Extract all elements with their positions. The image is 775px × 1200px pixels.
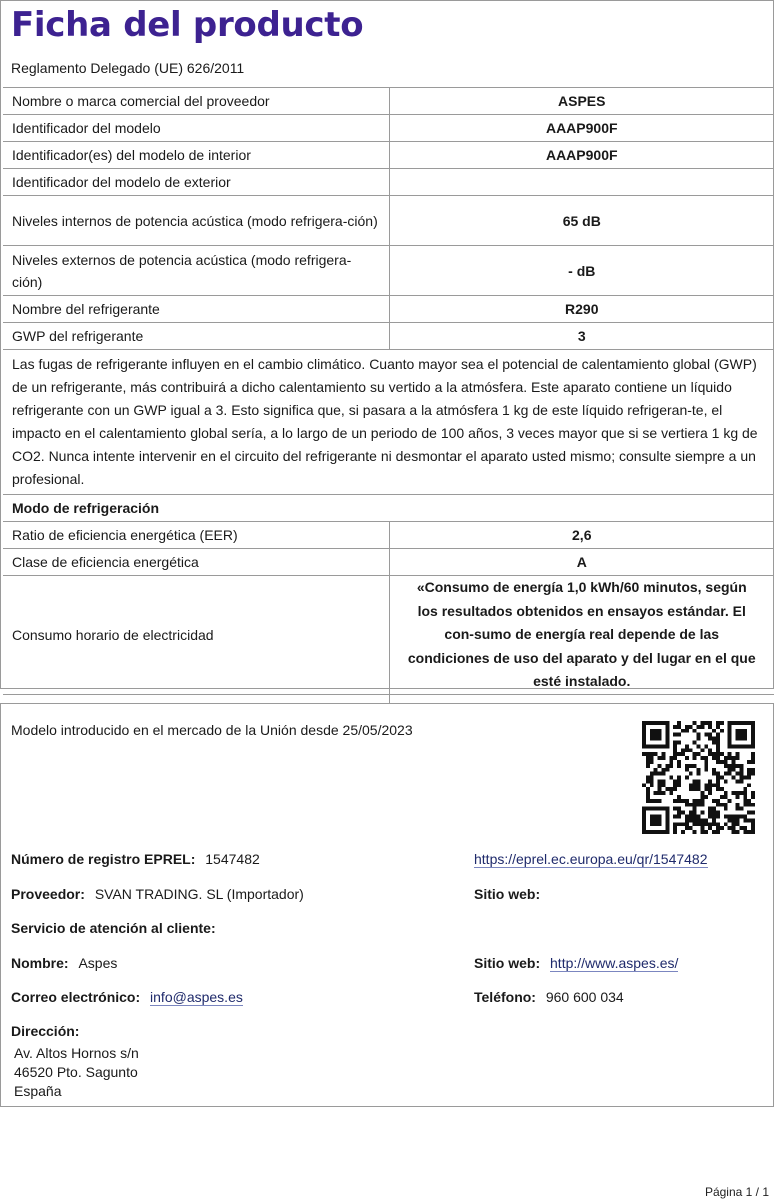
page-title: Ficha del producto bbox=[11, 5, 364, 45]
address-block bbox=[14, 1044, 139, 1101]
phone-label: Teléfono: bbox=[474, 989, 536, 1005]
spec-label: Nombre del refrigerante bbox=[3, 296, 389, 323]
spec-label: Identificador del modelo bbox=[3, 115, 389, 142]
cooling-row-consumption bbox=[3, 576, 774, 695]
page-number: Página 1 / 1 bbox=[704, 1185, 769, 1199]
spec-label: GWP del refrigerante bbox=[3, 323, 389, 350]
spec-label: Clase de eficiencia energética bbox=[3, 549, 389, 576]
spec-label: Niveles externos de potencia acústica (modo refrigera-ción) bbox=[3, 246, 389, 296]
spec-value: A bbox=[389, 549, 774, 576]
email-label: Correo electrónico: bbox=[11, 989, 141, 1005]
spec-row-outdoor-noise bbox=[3, 246, 774, 296]
cooling-row-class bbox=[3, 549, 774, 576]
spec-value: 65 dB bbox=[389, 196, 774, 246]
supplier-website-label: Sitio web: bbox=[474, 886, 541, 902]
address-line: España bbox=[14, 1083, 62, 1099]
spec-value: AAAP900F bbox=[389, 115, 774, 142]
address-line: 46520 Pto. Sagunto bbox=[14, 1064, 138, 1080]
cooling-heading-row bbox=[3, 495, 774, 522]
eprel-registration bbox=[11, 851, 260, 867]
supplier-info-box bbox=[0, 703, 774, 1107]
eprel-link-wrap bbox=[474, 851, 708, 867]
spec-row-outdoor-model bbox=[3, 169, 774, 196]
address-line: Av. Altos Hornos s/n bbox=[14, 1045, 139, 1061]
eprel-label: Número de registro EPREL: bbox=[11, 851, 196, 867]
spec-label: Niveles internos de potencia acústica (modo refrigera-ción) bbox=[3, 196, 389, 246]
address-label: Dirección: bbox=[11, 1023, 80, 1039]
supplier-label: Proveedor: bbox=[11, 886, 85, 902]
refrigerant-note-row bbox=[3, 350, 774, 495]
contact-name-label: Nombre: bbox=[11, 955, 69, 971]
supplier-website bbox=[474, 886, 540, 902]
service-website-link[interactable]: http://www.aspes.es/ bbox=[550, 955, 679, 971]
spec-row-gwp bbox=[3, 323, 774, 350]
spec-label: Identificador del modelo de exterior bbox=[3, 169, 389, 196]
spec-label: Nombre o marca comercial del proveedor bbox=[3, 88, 389, 115]
eprel-value: 1547482 bbox=[205, 851, 260, 867]
spec-label: Identificador(es) del modelo de interior bbox=[3, 142, 389, 169]
phone-value: 960 600 034 bbox=[545, 989, 624, 1005]
spec-value: 2,6 bbox=[389, 522, 774, 549]
supplier-value: SVAN TRADING. SL (Importador) bbox=[94, 886, 304, 902]
spec-value: - dB bbox=[389, 246, 774, 296]
contact-name bbox=[11, 955, 117, 971]
spec-row-indoor-noise bbox=[3, 196, 774, 246]
contact-name-value: Aspes bbox=[78, 955, 118, 971]
spec-value: 3 bbox=[389, 323, 774, 350]
refrigerant-note: Las fugas de refrigerante influyen en el cambio climático. Cuanto mayor sea el potencial de calentamiento global (GWP) de un refrigerante, más contribuirá a dicho calentamiento su vertido a la atmósfera. Este aparato contiene un líquido refrigerante con un GWP igual a 3. Esto significa que, si pasara a la atmósfera 1 kg de este líquido refrigeran-te, el impacto en el calentamiento global sería, a lo largo de un periodo de 100 años, 3 veces mayor que si se vertiera 1 kg de CO2. Nunca intente intervenir en el circuito del refrigerante ni desmontar el aparato usted mismo; consulte siempre a un profesional. bbox=[3, 350, 774, 495]
market-date: Modelo introducido en el mercado de la Unión desde 25/05/2023 bbox=[11, 722, 413, 738]
spec-label: Consumo horario de electricidad bbox=[3, 576, 389, 695]
email-link[interactable]: info@aspes.es bbox=[150, 989, 243, 1005]
service-website bbox=[474, 955, 678, 971]
spec-table bbox=[3, 87, 774, 722]
service-website-label: Sitio web: bbox=[474, 955, 541, 971]
cooling-heading: Modo de refrigeración bbox=[3, 495, 774, 522]
spec-row-model bbox=[3, 115, 774, 142]
spec-row-indoor-model bbox=[3, 142, 774, 169]
spec-row-refrigerant bbox=[3, 296, 774, 323]
regulation-reference: Reglamento Delegado (UE) 626/2011 bbox=[11, 60, 245, 76]
supplier bbox=[11, 886, 304, 902]
contact-email bbox=[11, 989, 243, 1005]
spec-value: AAAP900F bbox=[389, 142, 774, 169]
qr-code-icon[interactable] bbox=[642, 721, 755, 834]
customer-service-label: Servicio de atención al cliente: bbox=[11, 920, 216, 936]
address-heading bbox=[11, 1023, 79, 1039]
eprel-link[interactable]: https://eprel.ec.europa.eu/qr/1547482 bbox=[474, 851, 708, 867]
spec-value bbox=[389, 169, 774, 196]
spec-row-brand bbox=[3, 88, 774, 115]
spec-value: ASPES bbox=[389, 88, 774, 115]
spec-value: «Consumo de energía 1,0 kWh/60 minutos, según los resultados obtenidos en ensayos estándar. El con-sumo de energía real depende de las condiciones de uso del aparato y del lugar en el que esté instalado. bbox=[389, 576, 774, 695]
spec-value: R290 bbox=[389, 296, 774, 323]
customer-service-heading bbox=[11, 920, 216, 936]
spec-label: Ratio de eficiencia energética (EER) bbox=[3, 522, 389, 549]
cooling-row-eer bbox=[3, 522, 774, 549]
contact-phone bbox=[474, 989, 624, 1005]
